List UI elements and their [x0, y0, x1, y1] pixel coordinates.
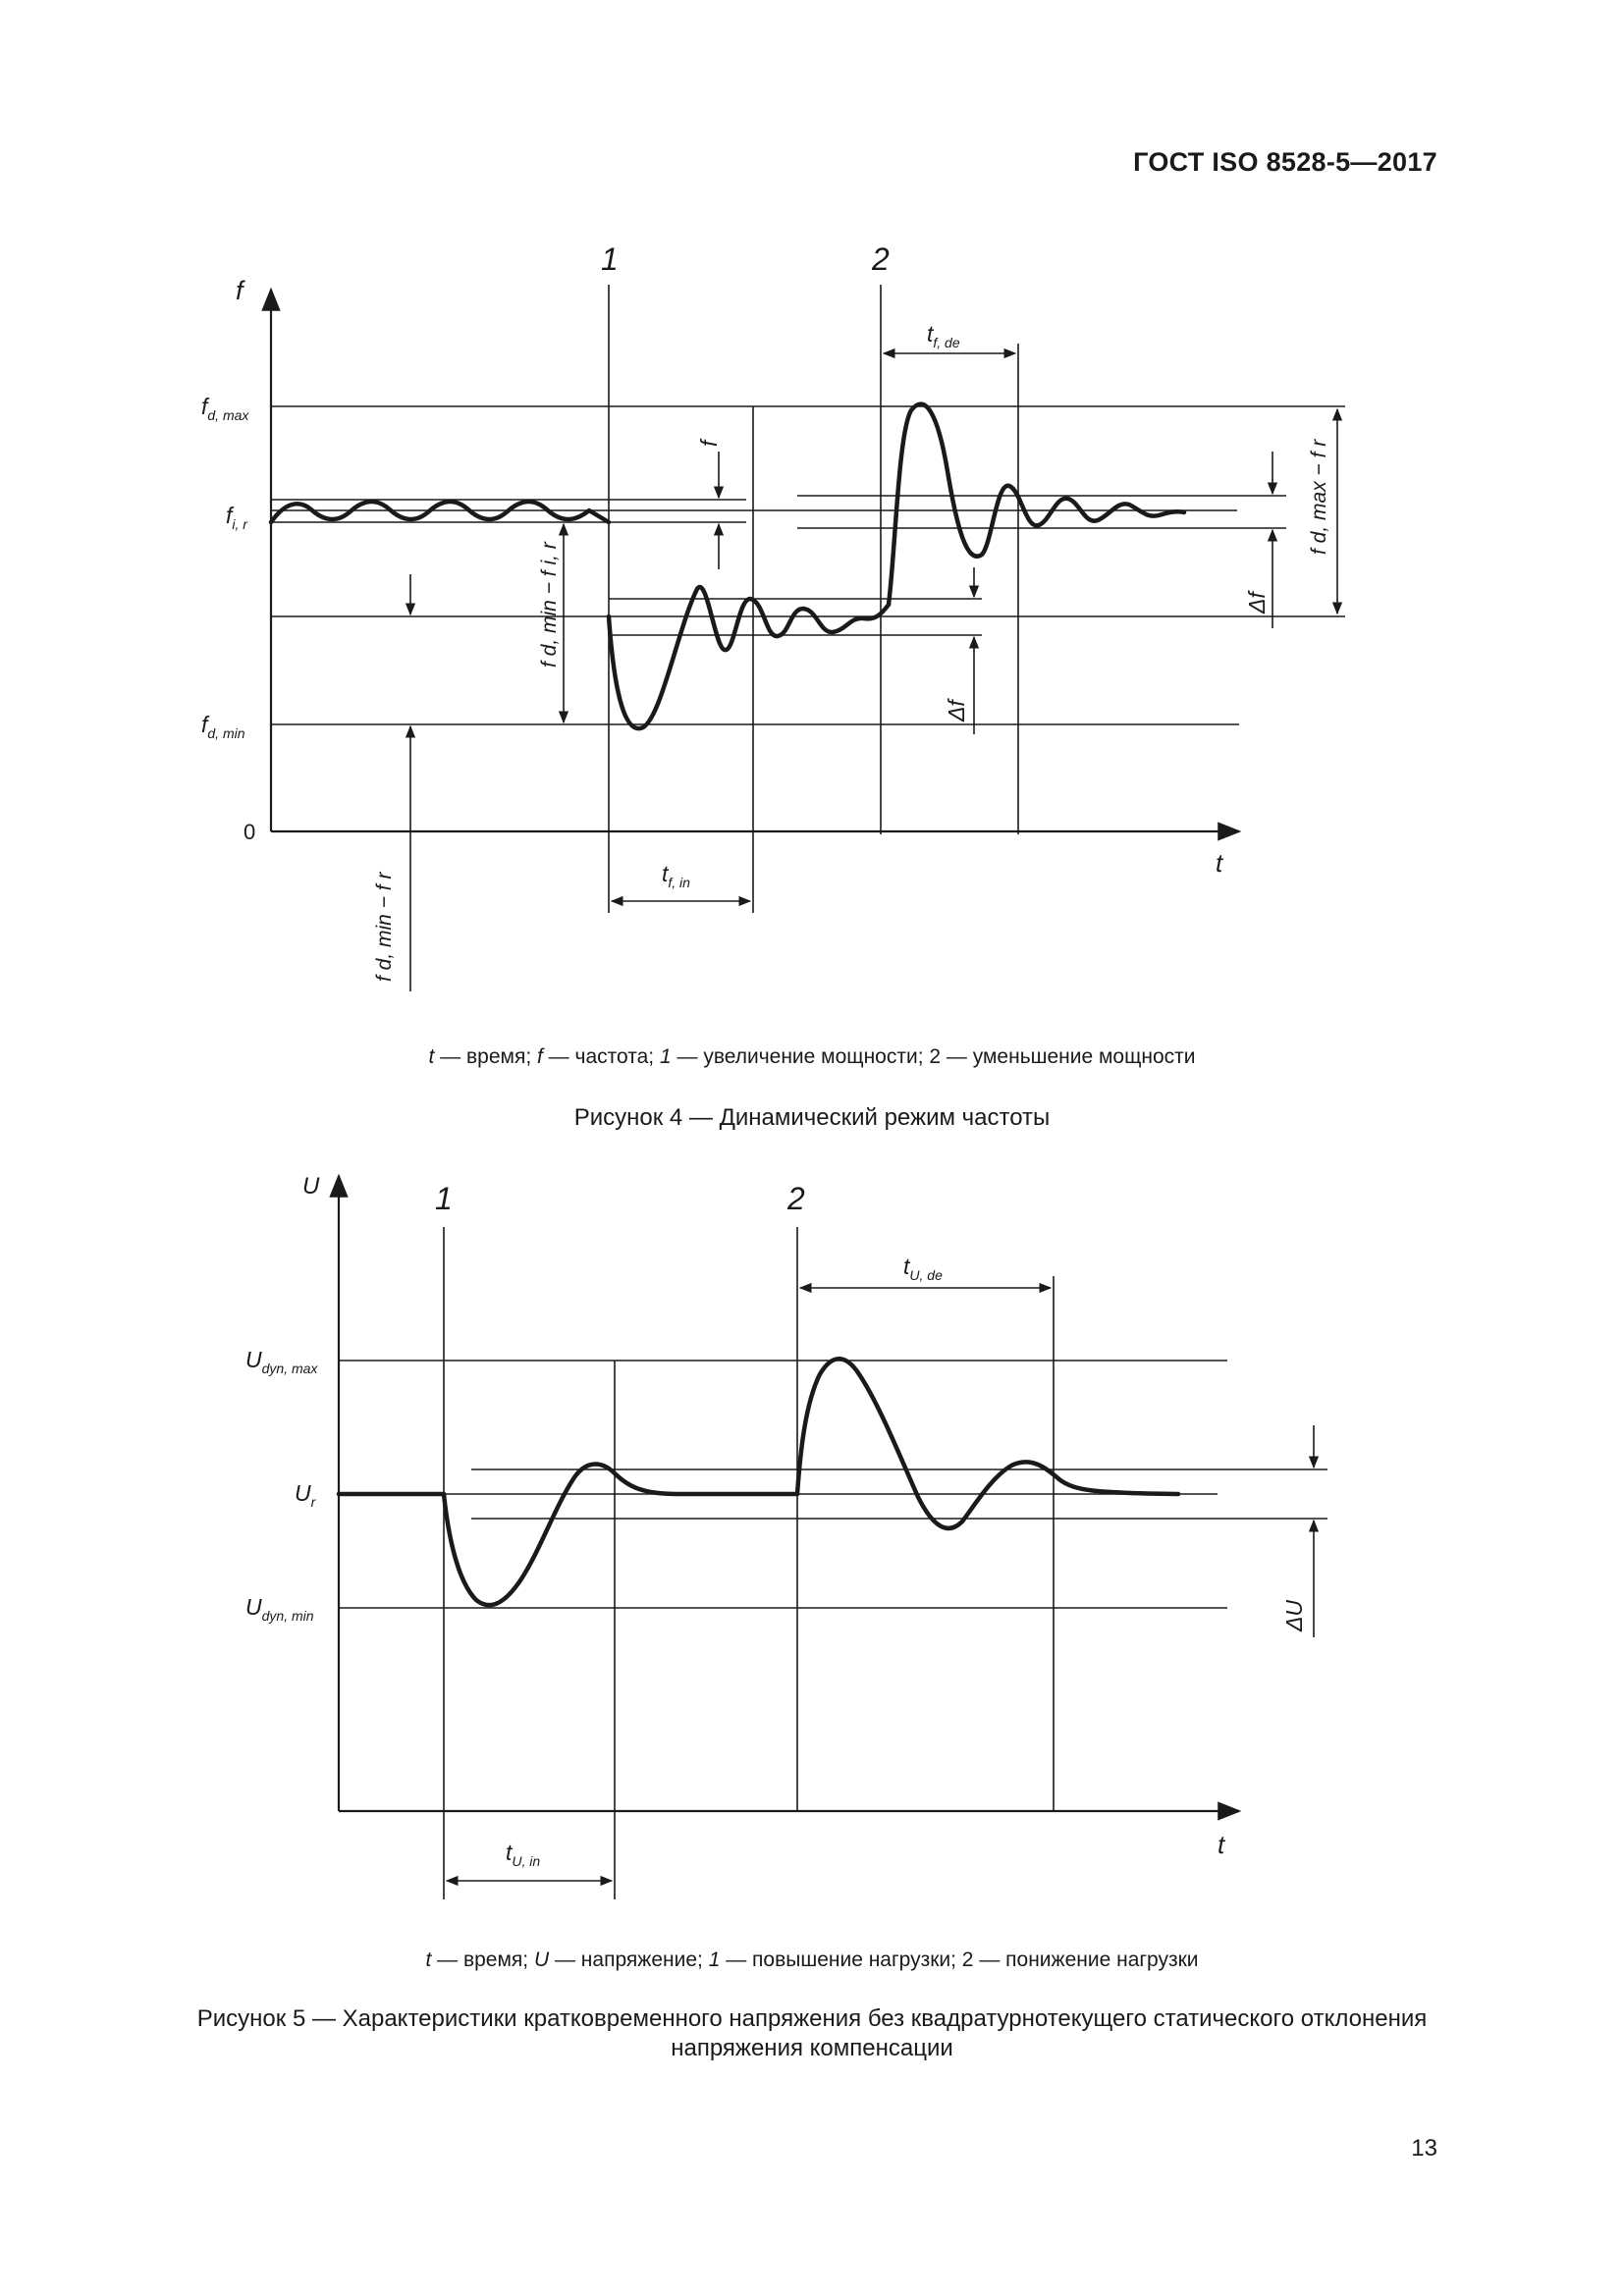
ur-label: $U_r$: [295, 1480, 316, 1510]
t-axis-label: t: [1216, 848, 1223, 878]
legend-f: f: [537, 1045, 543, 1068]
legend-t: t: [428, 1045, 435, 1068]
tfin-label: $t_{f, in}$: [662, 861, 690, 890]
tude-label: $t_{U, de}$: [903, 1254, 943, 1283]
udynmax-label: $U_{dyn, max}$: [245, 1347, 318, 1376]
figure-4-caption: Рисунок 4 — Динамический режим частоты: [573, 1104, 1051, 1131]
marker-2-label-5: 2: [787, 1181, 805, 1216]
figure-4-diagram: [0, 0, 1624, 1099]
page-number: 13: [1411, 2135, 1437, 2162]
udynmin-label: $U_{dyn, min}$: [245, 1594, 314, 1624]
frequency-curve-load-up: [609, 587, 889, 728]
figure-5-caption-line2: напряжения компенсации: [671, 2035, 953, 2061]
legend5-u-text: — напряжение;: [549, 1949, 709, 1971]
f-band-label: f: [696, 440, 722, 447]
u-axis-label: U: [302, 1173, 320, 1200]
figure-5-caption-line1: Рисунок 5 — Характеристики кратковременного напряжения без квадратурнотекущего статического отклонения: [196, 2005, 1428, 2032]
figure-5-caption: [0, 2004, 1624, 2063]
marker-1-label-5: 1: [435, 1181, 453, 1216]
voltage-curve: [339, 1359, 1178, 1605]
delta-f-mid-label: Δf: [944, 700, 969, 721]
legend-1: 1: [659, 1045, 672, 1068]
fdmin-fr-label: f d, min − f r: [373, 872, 396, 982]
tuin-label: $t_{U, in}$: [506, 1840, 541, 1869]
legend-f-text: — частота;: [542, 1045, 660, 1068]
legend5-t-text: — время;: [431, 1949, 534, 1971]
zero-label: 0: [244, 820, 256, 844]
legend5-1-text: — повышение нагрузки; 2 — понижение нагрузки: [720, 1949, 1199, 1971]
tfde-label: $t_{f, de}$: [927, 321, 960, 350]
legend-t-text: — время;: [434, 1045, 537, 1068]
legend5-t: t: [425, 1949, 432, 1971]
legend5-1: 1: [708, 1949, 721, 1971]
figure-5-legend: [0, 1949, 1624, 1972]
t-axis-label-5: t: [1218, 1830, 1225, 1859]
fdmax-label: $f_{d, max}$: [201, 394, 249, 423]
frequency-curve-steady: [271, 502, 609, 522]
f-axis-label: f: [236, 276, 244, 305]
frequency-curve-load-down: [889, 404, 1184, 605]
fir-label: $f_{i, r}$: [226, 503, 247, 532]
marker-1-label: 1: [601, 241, 619, 277]
fdmin-fir-label: f d, min − f i, r: [538, 542, 561, 667]
fdmax-fr-label: f d, max − f r: [1308, 439, 1330, 555]
marker-2-label: 2: [872, 241, 890, 277]
figure-4-legend: [0, 1045, 1624, 1069]
delta-u-label: ΔU: [1281, 1599, 1307, 1631]
legend5-u: U: [533, 1949, 550, 1971]
document-header: ГОСТ ISO 8528-5—2017: [1133, 147, 1437, 177]
delta-f-right-label: Δf: [1244, 592, 1270, 614]
fdmin-label: $f_{d, min}$: [201, 712, 245, 741]
legend-1-text: — увеличение мощности; 2 — уменьшение мощности: [671, 1045, 1196, 1068]
